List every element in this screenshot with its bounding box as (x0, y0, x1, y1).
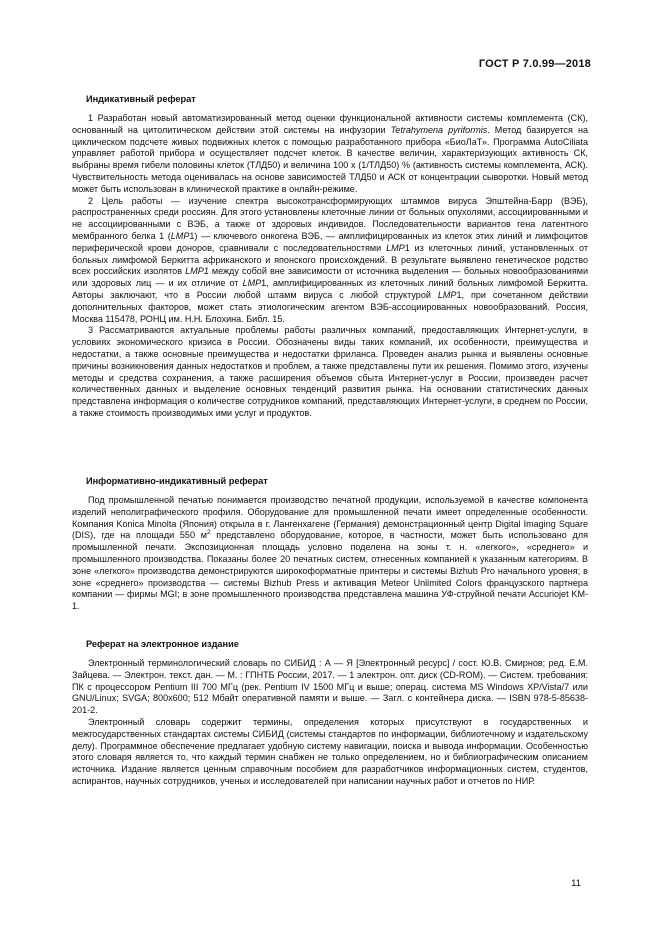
paragraph-3: 3 Рассматриваются актуальные проблемы работы различных компаний, предоставляющих Интернет-услуги, в условиях экономического кризиса в России. Обозначены виды таких компаний, их особенности, преимущества и недостатки, а также основные преимущества и недостатки фриланса. Проведен анализ рынка и выявлены основные причины возникновения данных недостатков и проблем, а также представлены пути их решения. Помимо этого, изучены методы и средства сохранения, а также расширения объемов сбыта Интернет-услуг в России, произведен расчет количественных данных и выделение основных тенденций развития рынка. На основании статистических данных представлена информация о количестве сотрудников компаний, представляющих Интернет-услуги, в среднем по России, а также стоимость производимых ими услуг и продуктов. (72, 325, 588, 418)
document-standard-header: ГОСТ Р 7.0.99—2018 (478, 58, 591, 70)
paragraph-1: Под промышленной печатью понимается производство печатной продукции, используемой в качестве компонента изделий неполиграфического профиля. Оборудование для промышленной печати имеет определенные особенности. Компания Konica Minolta (Япония) открыла в г. Лангенхагене (Германия) демонстрационный центр Digital Imaging Square (DIS), где на площади 550 $м^2$ представлено оборудование, которое, в частности, может быть использовано для промышленной печати. Экспозиционная площадь условно поделена на зоны т. н. «легкого», «среднего» и промышленного производства. Показаны более 20 печатных систем, отнесенных компанией к указанным категориям. В зоне «легкого» производства демонстрируются широкоформатные принтеры и системы Bizhub Pro начального уровня; в зоне «среднего» производства — системы Bizhub Press и активация Meteor Unlimited Colors французского партнера компании — фирмы MGI; в зоне промышленного производства представлена машина УФ-струйной печати Accuriojet KM-1. (72, 495, 588, 612)
section-title: Информативно-индикативный реферат (86, 476, 268, 486)
page-number: 11 (571, 878, 581, 889)
section-indicative-abstract (72, 94, 588, 420)
section-title: Индикативный реферат (86, 94, 196, 104)
section-informative-indicative-abstract (72, 476, 588, 613)
section-title: Реферат на электронное издание (86, 639, 239, 649)
section-electronic-edition-abstract (72, 639, 588, 788)
paragraph-2: 2 Цель работы — изучение спектра высокотрансформирующих штаммов вируса Эпштейна-Барр (ВЭБ), распространенных среди россиян. Для этого установлены клеточные линии от больных опухолями, ассоциированными и не ассоциированными с ВЭБ, а также от здоровых индивидов. Последовательности вариантов гена латентного мембранного белка 1 (LMP1) — ключевого онкогена ВЭБ, — амплифицированных из клеток этих линий и лимфоцитов периферической крови доноров, сравнивали с последовательностями LMP1 из клеточных линий, установленных от больных лимфомой Беркитта африканского и японского происхождений. В результате выявлено генетическое родство всех российских изолятов LMP1 между собой вне зависимости от источника выделения — больных новообразованиями или здоровых лиц — и их отличие от LMP1, амплифицированных из клеточных линий больных лимфомой Беркитта. Авторы заключают, что в России любой штамм вируса с любой структурой LMP1, при сочетанном действии дополнительных факторов, может стать этиологическим агентом ВЭБ-ассоциированных новообразований. Россия, Москва 115478, РОНЦ им. Н.Н. Блохина. Библ. 15. (72, 195, 589, 324)
paragraph-1: 1 Разработан новый автоматизированный метод оценки функциональной активности системы комплемента (СК), основанный на цитолитическом действии этой системы на инфузории Tetrahymena pyriformis. Метод базируется на цикличеcком подсчете живых подвижных клеток с помощью разработанного прибора «БиоЛаТ». Программа AutoCiliata управляет работой прибора и осуществляет подсчет клеток. В качестве величин, характеризующих активность СК, выбраны время гибели половины клеток (ТЛД50) и величина 100 х (1/ТЛД50) % (активность системы комплемента, АСК). Чувствительность метода оценивалась на основе зависимостей ТЛД50 и АСК от концентрации сыворотки. Новый метод может быть использован в клинической практике в онлайн-режиме. (72, 113, 588, 194)
paragraph-2: Электронный словарь содержит термины, определения которых присутствуют в государственных и межгосударственных стандартах системы СИБИД (системы стандартов по информации, библиотечному и издательскому делу). Программное обеспечение предлагает удобную систему навигации, поиска и вывода информации. Особенностью этого словаря является то, что каждый термин снабжен не только определением, но и библиографическим описанием источника. Издание является ценным справочным пособием для разработчиков информационных систем, студентов, аспирантов, научных сотрудников, ученых и исследователей при написании научных работ и отчетов по НИР. (72, 716, 588, 786)
paragraph-1: Электронный терминологический словарь по СИБИД : А — Я [Электронный ресурс] / сост. Ю.В. Смирнов; ред. Е.М. Зайцева. — Электрон. текст. дан. — М. : ГПНТБ России, 2017. — 1 электрон. опт. диск (CD-ROM). — Систем. требования: ПК с процессором Pentium III 700 МГц (рек. Pentium IV 1500 МГц и выше; операц. система MS Windows XP/Vista/7 или GNU/Linux; SVGA; 800х600; 512 Мбайт оперативной памяти и выше. — Загл. с контейнера диска. — ISBN 978-5-85638-201-2. (72, 658, 588, 716)
